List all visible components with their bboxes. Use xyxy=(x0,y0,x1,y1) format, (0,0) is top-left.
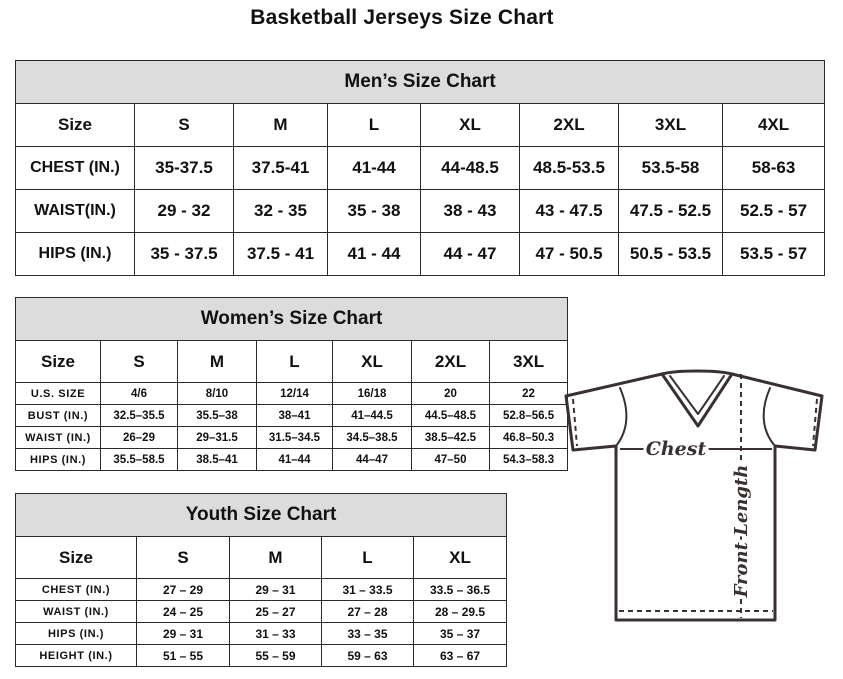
youth-header-m: M xyxy=(230,537,322,579)
table-cell: 12/14 xyxy=(257,383,333,405)
table-cell: 8/10 xyxy=(178,383,257,405)
table-row xyxy=(16,645,507,667)
womens-header-m: M xyxy=(178,341,257,383)
table-cell: 28 – 29.5 xyxy=(414,601,507,623)
table-cell: 43 - 47.5 xyxy=(520,190,619,233)
table-cell: 29 – 31 xyxy=(230,579,322,601)
mens-header-size: Size xyxy=(16,104,135,147)
table-cell: 54.3–58.3 xyxy=(490,449,568,471)
womens-size-table xyxy=(15,297,568,471)
table-cell: 31 – 33.5 xyxy=(322,579,414,601)
table-row xyxy=(16,579,507,601)
table-cell: 38–41 xyxy=(257,405,333,427)
table-cell: 35.5–58.5 xyxy=(101,449,178,471)
womens-header-size: Size xyxy=(16,341,101,383)
youth-header-size: Size xyxy=(16,537,137,579)
table-cell: 59 – 63 xyxy=(322,645,414,667)
sleeve-hem-left xyxy=(573,399,577,446)
table-cell: 29 - 32 xyxy=(135,190,234,233)
table-cell: 27 – 29 xyxy=(137,579,230,601)
table-row xyxy=(16,601,507,623)
table-cell: 63 – 67 xyxy=(414,645,507,667)
table-cell: 46.8–50.3 xyxy=(490,427,568,449)
table-cell: 26–29 xyxy=(101,427,178,449)
womens-header-l: L xyxy=(257,341,333,383)
table-cell: 38 - 43 xyxy=(421,190,520,233)
row-label: WAIST (IN.) xyxy=(16,427,101,449)
table-cell: 35.5–38 xyxy=(178,405,257,427)
womens-header-3xl: 3XL xyxy=(490,341,568,383)
table-cell: 41–44.5 xyxy=(333,405,412,427)
table-cell: 41-44 xyxy=(328,147,421,190)
table-cell: 16/18 xyxy=(333,383,412,405)
table-cell: 47–50 xyxy=(412,449,490,471)
table-cell: 44 - 47 xyxy=(421,233,520,276)
mens-header-2xl: 2XL xyxy=(520,104,619,147)
table-cell: 58-63 xyxy=(723,147,825,190)
table-row xyxy=(16,147,825,190)
jersey-neckline xyxy=(662,374,732,426)
table-cell: 51 – 55 xyxy=(137,645,230,667)
table-cell: 22 xyxy=(490,383,568,405)
table-cell: 32 - 35 xyxy=(234,190,328,233)
row-label: HEIGHT (IN.) xyxy=(16,645,137,667)
mens-header-xl: XL xyxy=(421,104,520,147)
table-cell: 37.5-41 xyxy=(234,147,328,190)
table-cell: 37.5 - 41 xyxy=(234,233,328,276)
table-cell: 32.5–35.5 xyxy=(101,405,178,427)
table-cell: 33.5 – 36.5 xyxy=(414,579,507,601)
row-label: HIPS (IN.) xyxy=(16,449,101,471)
table-cell: 34.5–38.5 xyxy=(333,427,412,449)
table-row xyxy=(16,623,507,645)
table-cell: 50.5 - 53.5 xyxy=(619,233,723,276)
table-cell: 47.5 - 52.5 xyxy=(619,190,723,233)
row-label: WAIST(IN.) xyxy=(16,190,135,233)
table-cell: 41 - 44 xyxy=(328,233,421,276)
womens-header-s: S xyxy=(101,341,178,383)
womens-table-caption: Women’s Size Chart xyxy=(16,298,568,341)
row-label: CHEST (IN.) xyxy=(16,579,137,601)
table-cell: 31.5–34.5 xyxy=(257,427,333,449)
table-cell: 33 – 35 xyxy=(322,623,414,645)
table-cell: 55 – 59 xyxy=(230,645,322,667)
table-cell: 35 - 37.5 xyxy=(135,233,234,276)
mens-header-l: L xyxy=(328,104,421,147)
table-cell: 44-48.5 xyxy=(421,147,520,190)
youth-header-s: S xyxy=(137,537,230,579)
table-cell: 4/6 xyxy=(101,383,178,405)
row-label: HIPS (IN.) xyxy=(16,623,137,645)
table-cell: 24 – 25 xyxy=(137,601,230,623)
table-cell: 31 – 33 xyxy=(230,623,322,645)
table-cell: 38.5–41 xyxy=(178,449,257,471)
table-cell: 20 xyxy=(412,383,490,405)
front-length-label: Front Length xyxy=(731,464,752,598)
youth-table-caption: Youth Size Chart xyxy=(16,494,507,537)
table-cell: 29–31.5 xyxy=(178,427,257,449)
page-title: Basketball Jerseys Size Chart xyxy=(250,6,554,29)
table-row xyxy=(16,383,568,405)
table-row xyxy=(16,449,568,471)
womens-header-2xl: 2XL xyxy=(412,341,490,383)
table-row xyxy=(16,427,568,449)
jersey-measurement-diagram xyxy=(562,366,832,628)
table-cell: 53.5 - 57 xyxy=(723,233,825,276)
table-row xyxy=(16,405,568,427)
row-label: U.S. SIZE xyxy=(16,383,101,405)
table-cell: 52.5 - 57 xyxy=(723,190,825,233)
jersey-armhole-left xyxy=(616,388,626,446)
youth-size-table xyxy=(15,493,507,667)
youth-header-l: L xyxy=(322,537,414,579)
table-cell: 44–47 xyxy=(333,449,412,471)
table-cell: 35-37.5 xyxy=(135,147,234,190)
mens-table-caption: Men’s Size Chart xyxy=(16,61,825,104)
youth-header-xl: XL xyxy=(414,537,507,579)
table-cell: 25 – 27 xyxy=(230,601,322,623)
row-label: CHEST (IN.) xyxy=(16,147,135,190)
table-cell: 52.8–56.5 xyxy=(490,405,568,427)
jersey-armhole-right xyxy=(764,388,775,446)
table-cell: 35 - 38 xyxy=(328,190,421,233)
row-label: BUST (IN.) xyxy=(16,405,101,427)
table-cell: 38.5–42.5 xyxy=(412,427,490,449)
table-cell: 41–44 xyxy=(257,449,333,471)
mens-header-m: M xyxy=(234,104,328,147)
womens-header-xl: XL xyxy=(333,341,412,383)
table-cell: 48.5-53.5 xyxy=(520,147,619,190)
table-cell: 44.5–48.5 xyxy=(412,405,490,427)
table-cell: 47 - 50.5 xyxy=(520,233,619,276)
table-cell: 29 – 31 xyxy=(137,623,230,645)
chest-label: Chest xyxy=(645,438,707,460)
table-cell: 53.5-58 xyxy=(619,147,723,190)
row-label: HIPS (IN.) xyxy=(16,233,135,276)
row-label: WAIST (IN.) xyxy=(16,601,137,623)
mens-header-s: S xyxy=(135,104,234,147)
table-row xyxy=(16,233,825,276)
table-row xyxy=(16,190,825,233)
mens-header-3xl: 3XL xyxy=(619,104,723,147)
mens-size-table xyxy=(15,60,825,276)
mens-header-4xl: 4XL xyxy=(723,104,825,147)
table-cell: 27 – 28 xyxy=(322,601,414,623)
table-cell: 35 – 37 xyxy=(414,623,507,645)
